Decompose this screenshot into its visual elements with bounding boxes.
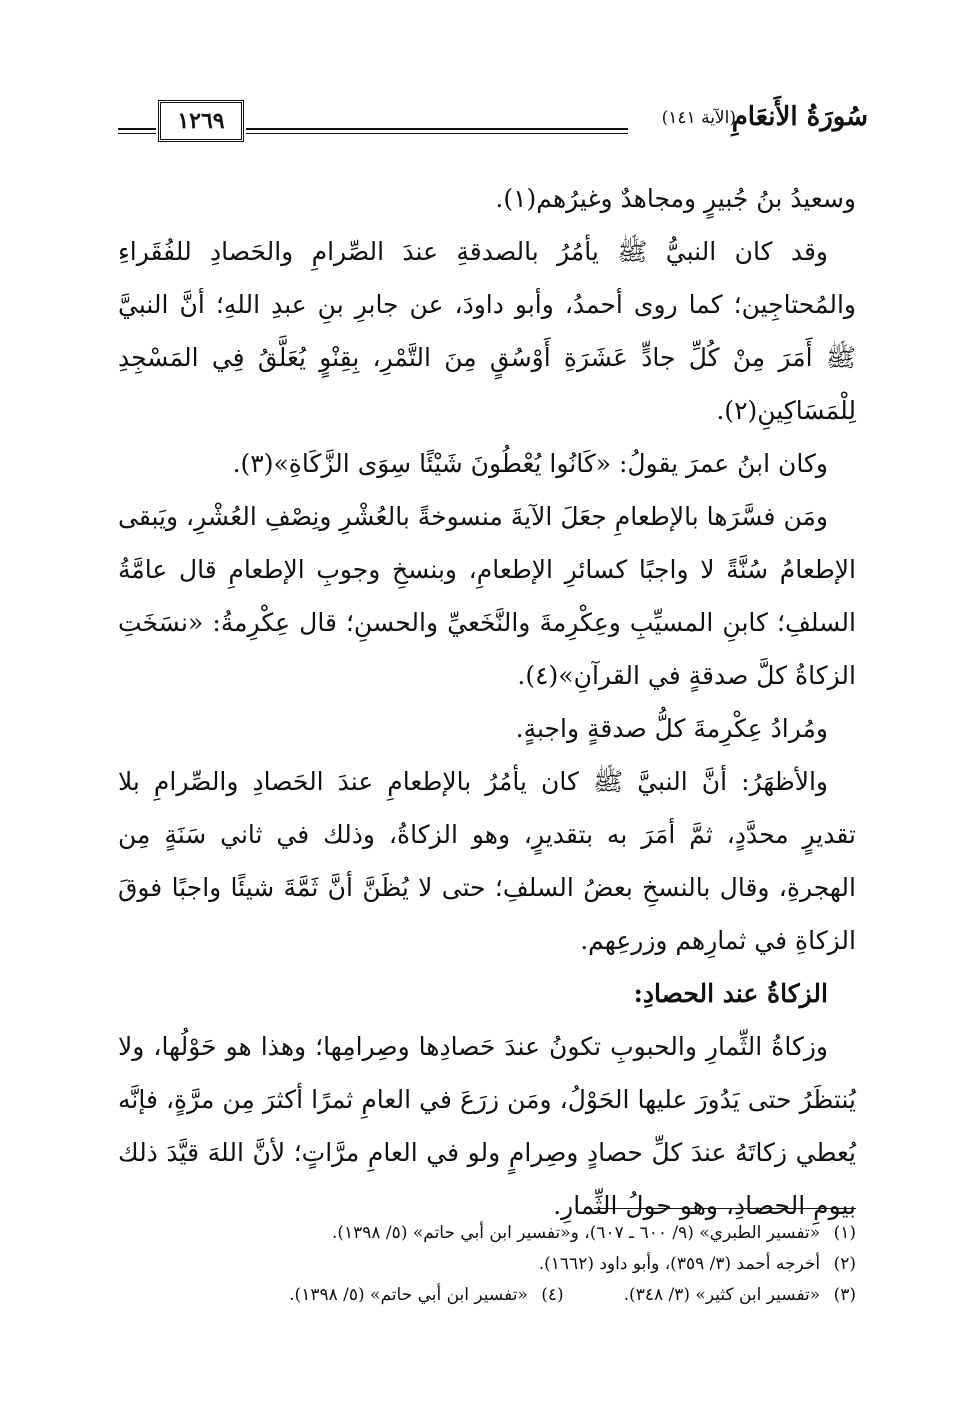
ayah-reference: (الآية ١٤١) (661, 108, 736, 128)
footnote (118, 1249, 856, 1280)
footnote-number: (٢) (833, 1254, 856, 1274)
footnote-text: «تفسير الطبري» (٩/ ٦٠٠ ـ ٦٠٧)، و«تفسير ابن أبي حاتم» (٥/ ١٣٩٨). (331, 1223, 821, 1243)
page-header (110, 100, 868, 150)
footnote (624, 1280, 856, 1311)
surah-title: سُورَةُ الأَنعَامِ (731, 102, 868, 132)
paragraph: وزكاةُ الثِّمارِ والحبوبِ تكونُ عندَ حَصادِها وصِرامِها؛ وهذا هو حَوْلُها، ولا يُنتظَرُ حتى يَدُورَ عليها الحَوْلُ، ومَن زرَعَ في العامِ ثمرًا أكثرَ مِن مرَّةٍ، فإنَّه يُعطي زكاتَهُ عندَ كلِّ حصادٍ وصِرامٍ ولو في العامِ مرَّاتٍ؛ لأنَّ اللهَ قيَّدَ ذلك بيومِ الحصادِ، وهو حولُ الثِّمارِ. (118, 1032, 856, 1220)
main-text (118, 172, 856, 1232)
footnote (289, 1280, 564, 1311)
page-number: ١٢٦٩ (158, 100, 244, 142)
footnote-number: (٣) (833, 1285, 856, 1305)
paragraph: وقد كان النبيُّ ﷺ يأمُرُ بالصدقةِ عندَ الصِّرامِ والحَصادِ للفُقَراءِ والمُحتاجِين؛ كما روى أحمدُ، وأبو داودَ، عن جابرِ بنِ عبدِ اللهِ؛ أنَّ النبيَّ ﷺ أَمَرَ مِنْ كُلِّ جادٍّ عَشَرَةِ أَوْسُقٍ مِنَ التَّمْرِ، بِقِنْوٍ يُعَلَّقُ فِي المَسْجِدِ لِلْمَسَاكِينِ(٢). (118, 237, 856, 425)
section-heading: الزكاةُ عند الحصادِ: (633, 979, 828, 1008)
footnote-number: (٤) (541, 1285, 564, 1305)
paragraph: وكان ابنُ عمرَ يقولُ: «كَانُوا يُعْطُونَ شَيْئًا سِوَى الزَّكَاةِ»(٣). (232, 449, 828, 478)
header-rule-left (118, 128, 156, 134)
footnote-number: (١) (833, 1223, 856, 1243)
footnote-text: «تفسير ابن أبي حاتم» (٥/ ١٣٩٨). (289, 1285, 528, 1305)
paragraph: والأظهَرُ: أنَّ النبيَّ ﷺ كان يأمُرُ بالإطعامِ عندَ الحَصادِ والصِّرامِ بلا تقديرٍ محدَّدٍ، ثمَّ أمَرَ به بتقديرٍ، وهو الزكاةُ، وذلك في ثاني سَنَةٍ مِن الهجرةِ، وقال بالنسخِ بعضُ السلفِ؛ حتى لا يُظَنَّ أنَّ ثَمَّةَ شيئًا واجبًا فوقَ الزكاةِ في ثمارِهم وزرعِهم. (118, 767, 856, 955)
footnote-text: أخرجه أحمد (٣/ ٣٥٩)، وأبو داود (١٦٦٢). (538, 1254, 821, 1274)
footnote-text: «تفسير ابن كثير» (٣/ ٣٤٨). (623, 1285, 821, 1305)
paragraph: وسعيدُ بنُ جُبيرٍ ومجاهدٌ وغيرُهم(١). (495, 184, 856, 213)
paragraph: ومَن فسَّرَها بالإطعامِ جعَلَ الآيةَ منسوخةً بالعُشْرِ ونِصْفِ العُشْرِ، ويَبقى الإطعامُ سُنَّةً لا واجبًا كسائرِ الإطعامِ، وبنسخِ وجوبِ الإطعامِ قال عامَّةُ السلفِ؛ كابنِ المسيِّبِ وعِكْرِمةَ والنَّخَعيِّ والحسنِ؛ قال عِكْرِمةُ: «نسَخَتِ الزكاةُ كلَّ صدقةٍ في القرآنِ»(٤). (118, 502, 856, 690)
footnote (118, 1218, 856, 1249)
paragraph: ومُرادُ عِكْرِمةَ كلُّ صدقةٍ واجبةٍ. (515, 714, 828, 743)
footnotes (118, 1218, 856, 1311)
header-rule (246, 128, 628, 134)
footnote-divider (594, 1208, 856, 1209)
footnote-row (118, 1280, 856, 1311)
